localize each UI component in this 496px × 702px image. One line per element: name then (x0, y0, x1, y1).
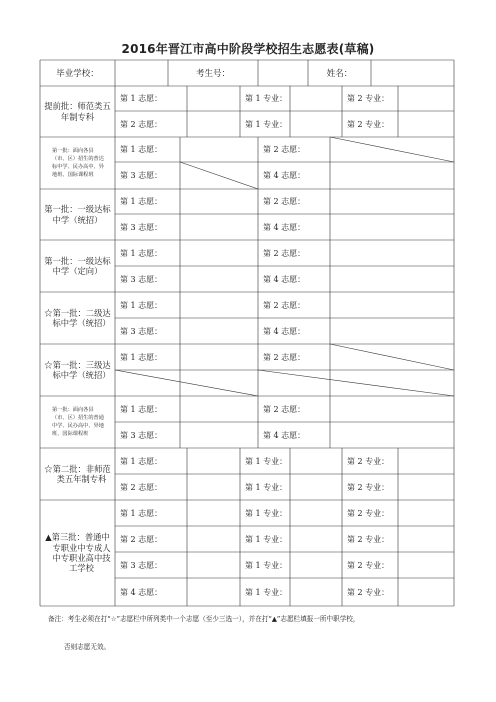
major-label: 第 2 专业： (347, 456, 390, 466)
category-third-vocational: ▲第三批：普通中专职业中专成人中专职业高中技工学校 (45, 532, 111, 574)
category-first-ordinary: 第一批：面向各县（市、区）招生的普通中学、民办高中、异地班、国际课程班 (52, 406, 104, 438)
category-first-level1-general: 第一批：一级达标中学（统招） (44, 204, 111, 225)
choice-label: 第 3 志愿： (120, 560, 163, 570)
category-advance-teacher: 提前批：师范类五年制专科 (44, 101, 111, 122)
major-label: 第 2 专业： (347, 560, 390, 570)
major-label: 第 1 专业： (245, 119, 288, 129)
major-label: 第 1 专业： (245, 560, 288, 570)
footnote: 备注：考生必须在打“☆”志愿栏中所列类中一个志愿（至少三选一），并在打“▲”志愿栏填报一所中职学校， (48, 615, 360, 623)
choice-label: 第 4 志愿： (263, 222, 306, 232)
choice-label: 第 1 志愿： (120, 145, 163, 154)
choice-label: 第 3 志愿： (120, 171, 163, 180)
choice-label: 第 2 志愿： (120, 482, 163, 492)
major-label: 第 1 专业： (245, 456, 288, 466)
major-label: 第 1 专业： (245, 94, 288, 103)
name-input[interactable] (371, 60, 454, 86)
choice-label: 第 4 志愿： (263, 274, 306, 284)
major-label: 第 2 专业： (347, 534, 390, 544)
choice-label: 第 2 志愿： (263, 197, 306, 206)
choice-label: 第 1 志愿： (120, 352, 163, 362)
choice-label: 第 3 志愿： (120, 430, 163, 440)
choice-label: 第 1 志愿： (120, 94, 163, 103)
choice-label: 第 3 志愿： (120, 222, 163, 232)
choice-label: 第 1 志愿： (120, 300, 163, 310)
choice-label: 第 4 志愿： (263, 171, 306, 180)
choice-label: 第 2 志愿： (263, 404, 306, 414)
choice-label: 第 2 志愿： (263, 145, 306, 154)
choice-label: 第 4 志愿： (120, 587, 163, 597)
category-first-level2: ☆第一批：二级达标中学（统招） (44, 307, 111, 328)
exam-no-input[interactable] (258, 60, 308, 86)
choice-label: 第 3 志愿： (120, 274, 163, 284)
choice-label: 第 3 志愿： (120, 326, 163, 336)
choice-label: 第 4 志愿： (263, 326, 306, 336)
category-first-county: 第一批：面向各县（市、区）招生的普达标中学、民办高中、异地班、国际课程班 (52, 147, 104, 179)
category-first-level3: ☆第一批：三级达标中学（统招） (44, 359, 111, 380)
choice-label: 第 1 志愿： (120, 404, 163, 414)
major-label: 第 1 专业： (245, 482, 288, 492)
major-label: 第 2 专业： (347, 508, 390, 518)
choice-label: 第 1 志愿： (120, 456, 163, 466)
major-label: 第 2 专业： (347, 482, 390, 492)
choice-label: 第 2 志愿： (263, 352, 306, 362)
major-label: 第 1 专业： (245, 508, 288, 518)
choice-label: 第 1 志愿： (120, 248, 163, 258)
school-label: 毕业学校： (56, 69, 99, 79)
category-second-nonteacher: ☆第二批：非师范类五年制专科 (44, 463, 111, 484)
page-title: 2016年晋江市高中阶段学校招生志愿表(草稿) (121, 42, 375, 56)
choice-label: 第 2 志愿： (263, 248, 306, 258)
choice-label: 第 2 志愿： (263, 300, 306, 310)
category-first-level1-directed: 第一批：一级达标中学（定向） (44, 255, 111, 276)
choice-label: 第 2 志愿： (120, 534, 163, 544)
name-label: 姓名： (326, 69, 353, 79)
major-label: 第 2 专业： (347, 119, 390, 129)
exam-no-label: 考生号： (195, 69, 230, 79)
choice-label: 第 1 志愿： (120, 508, 163, 518)
choice-label: 第 2 志愿： (120, 119, 163, 129)
footnote-continued: 否则志愿无效。 (64, 643, 111, 651)
choice-label: 第 4 志愿： (263, 430, 306, 440)
major-label: 第 1 专业： (245, 587, 288, 597)
major-label: 第 2 专业： (347, 587, 390, 597)
major-label: 第 2 专业： (347, 94, 390, 103)
choice-label: 第 1 志愿： (120, 197, 163, 206)
school-input[interactable] (115, 60, 168, 86)
major-label: 第 1 专业： (245, 534, 288, 544)
